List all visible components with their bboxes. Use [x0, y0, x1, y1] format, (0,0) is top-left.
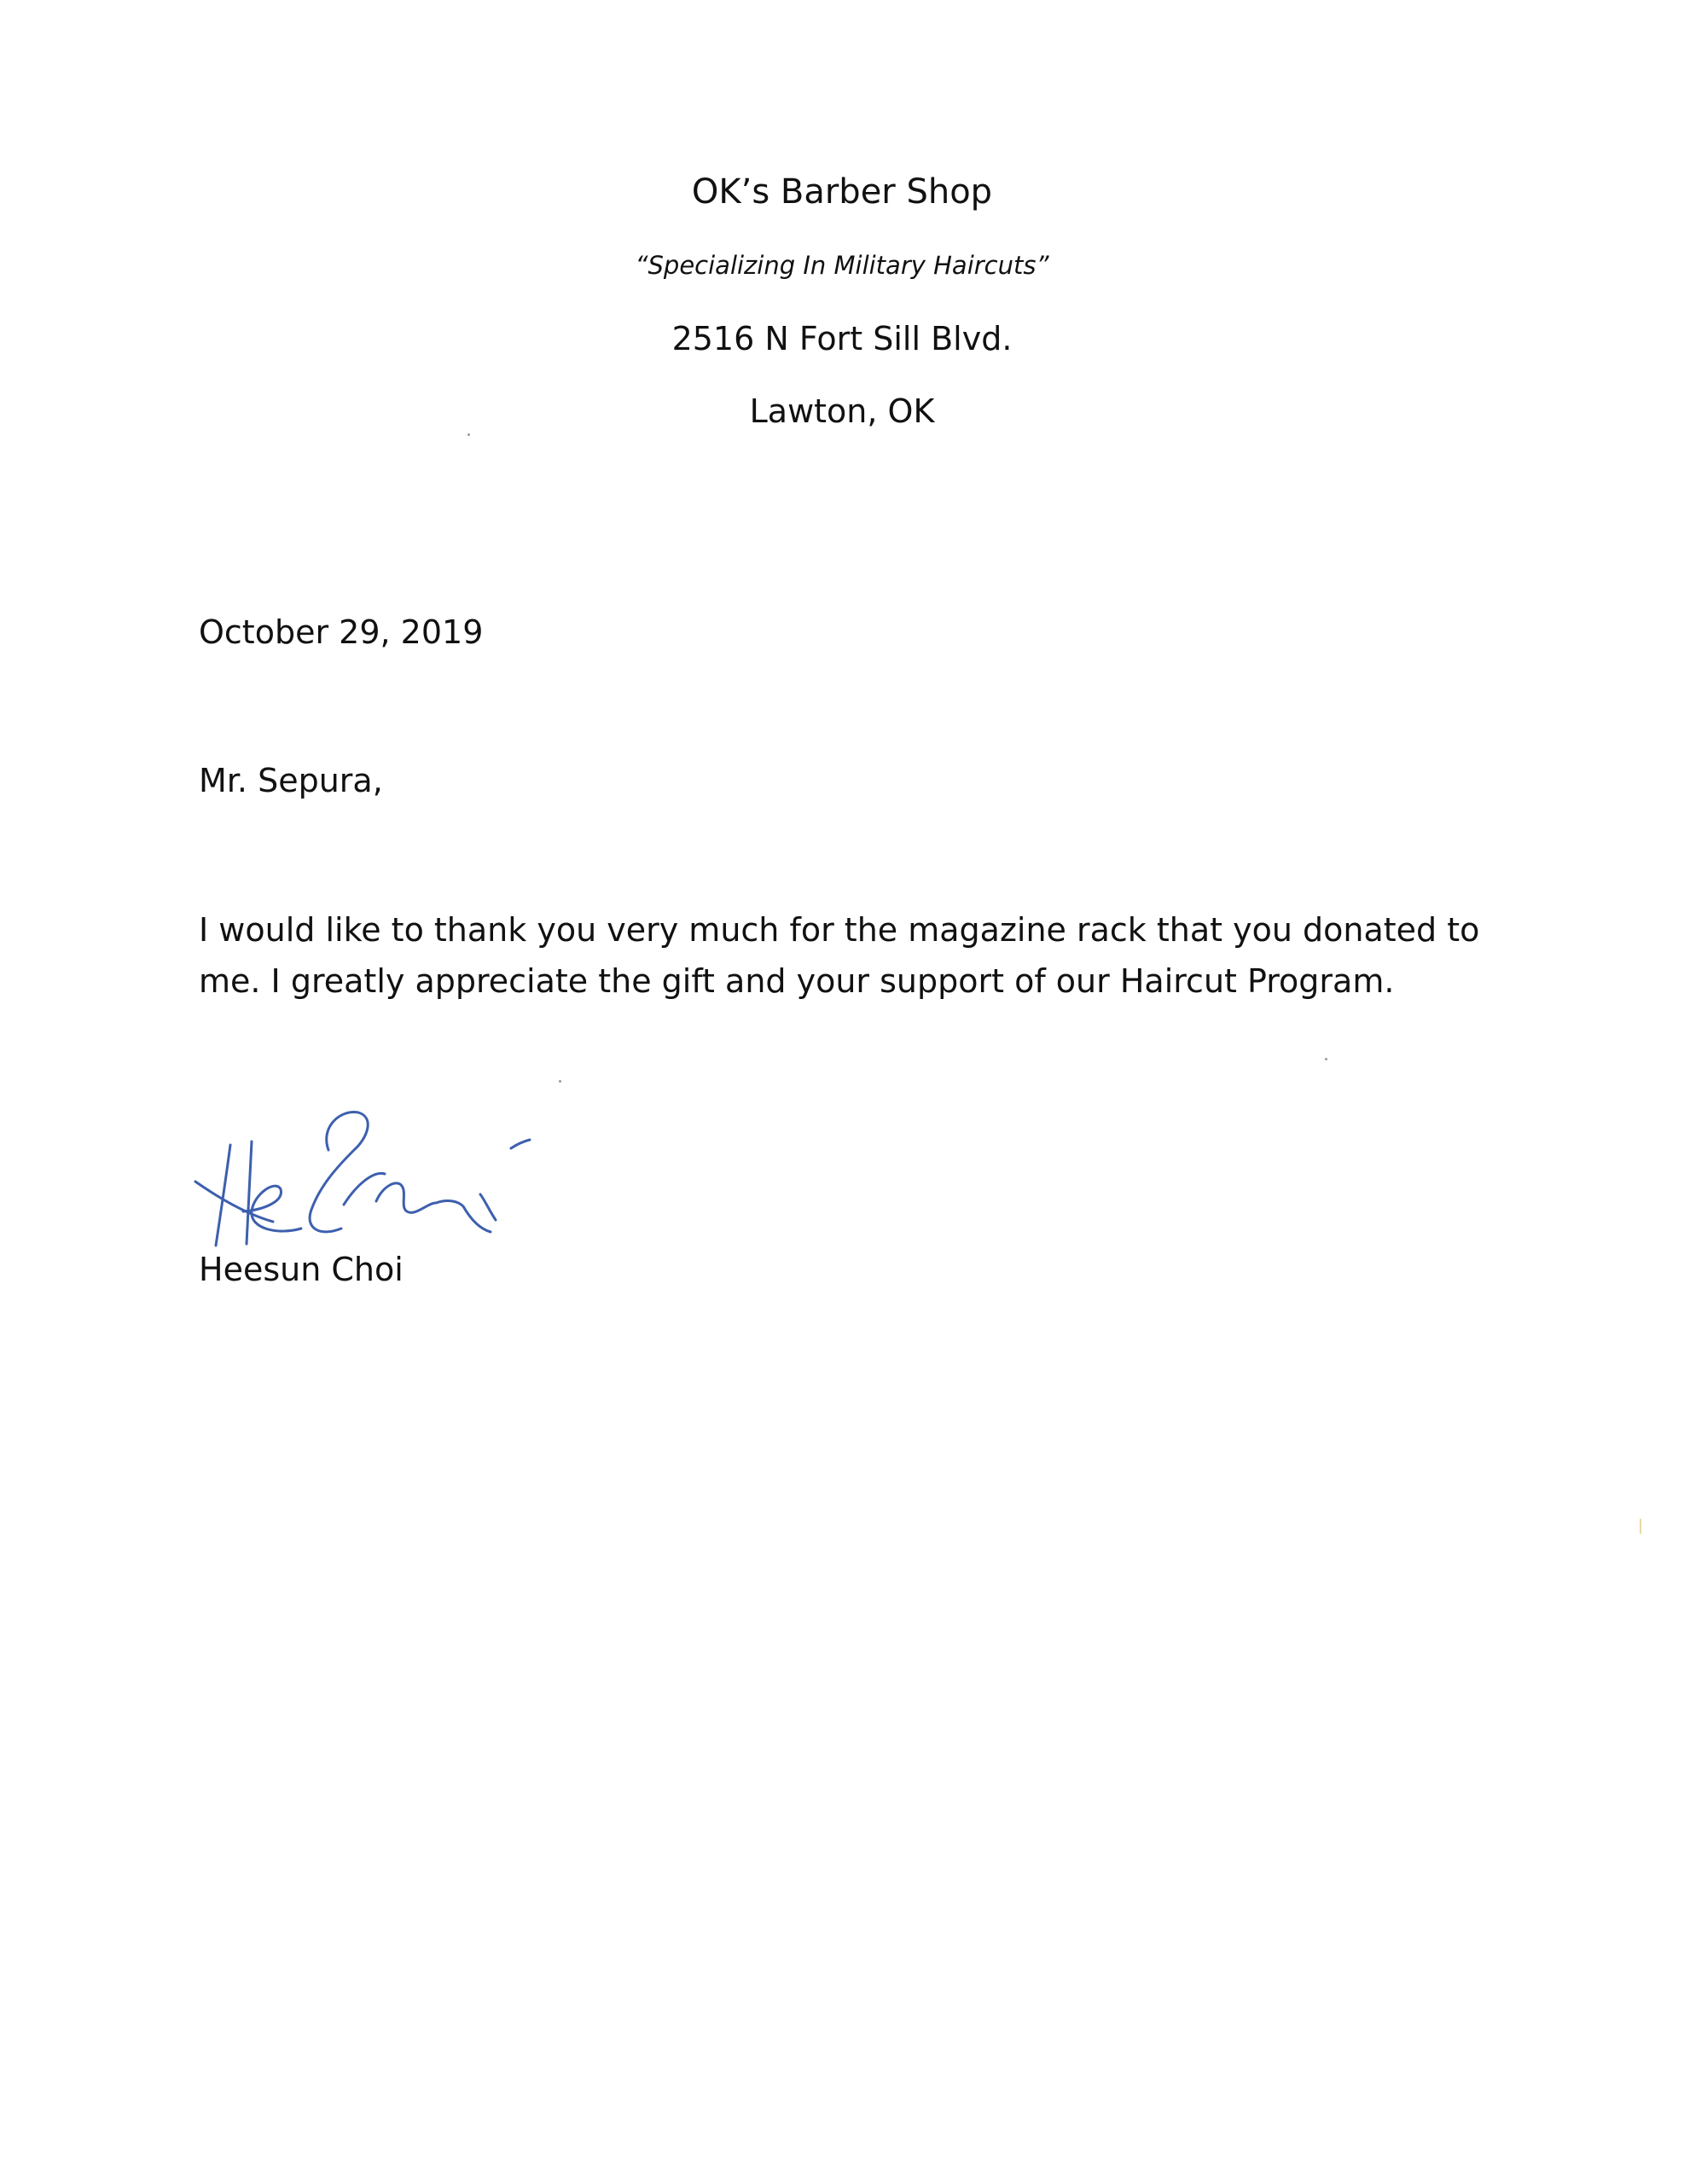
salutation: Mr. Sepura, — [199, 762, 383, 799]
street-address: 2516 N Fort Sill Blvd. — [671, 320, 1013, 357]
handwritten-signature — [192, 1101, 550, 1254]
letter-body: I would like to thank you very much for the magazine rack that you donated to me. I greatly appreciate the gift and your support of our Haircut Program. — [199, 911, 1480, 1000]
city-state: Lawton, OK — [749, 392, 935, 430]
scan-speck — [1325, 1058, 1327, 1060]
signer-name: Heesun Choi — [199, 1251, 404, 1288]
scan-speck — [559, 1080, 561, 1083]
scan-speck — [1640, 1519, 1641, 1534]
shop-name: OK’s Barber Shop — [691, 172, 993, 212]
letter-date: October 29, 2019 — [199, 613, 484, 651]
scan-speck — [467, 433, 470, 436]
shop-tagline: “Specializing In Military Haircuts” — [635, 251, 1049, 280]
